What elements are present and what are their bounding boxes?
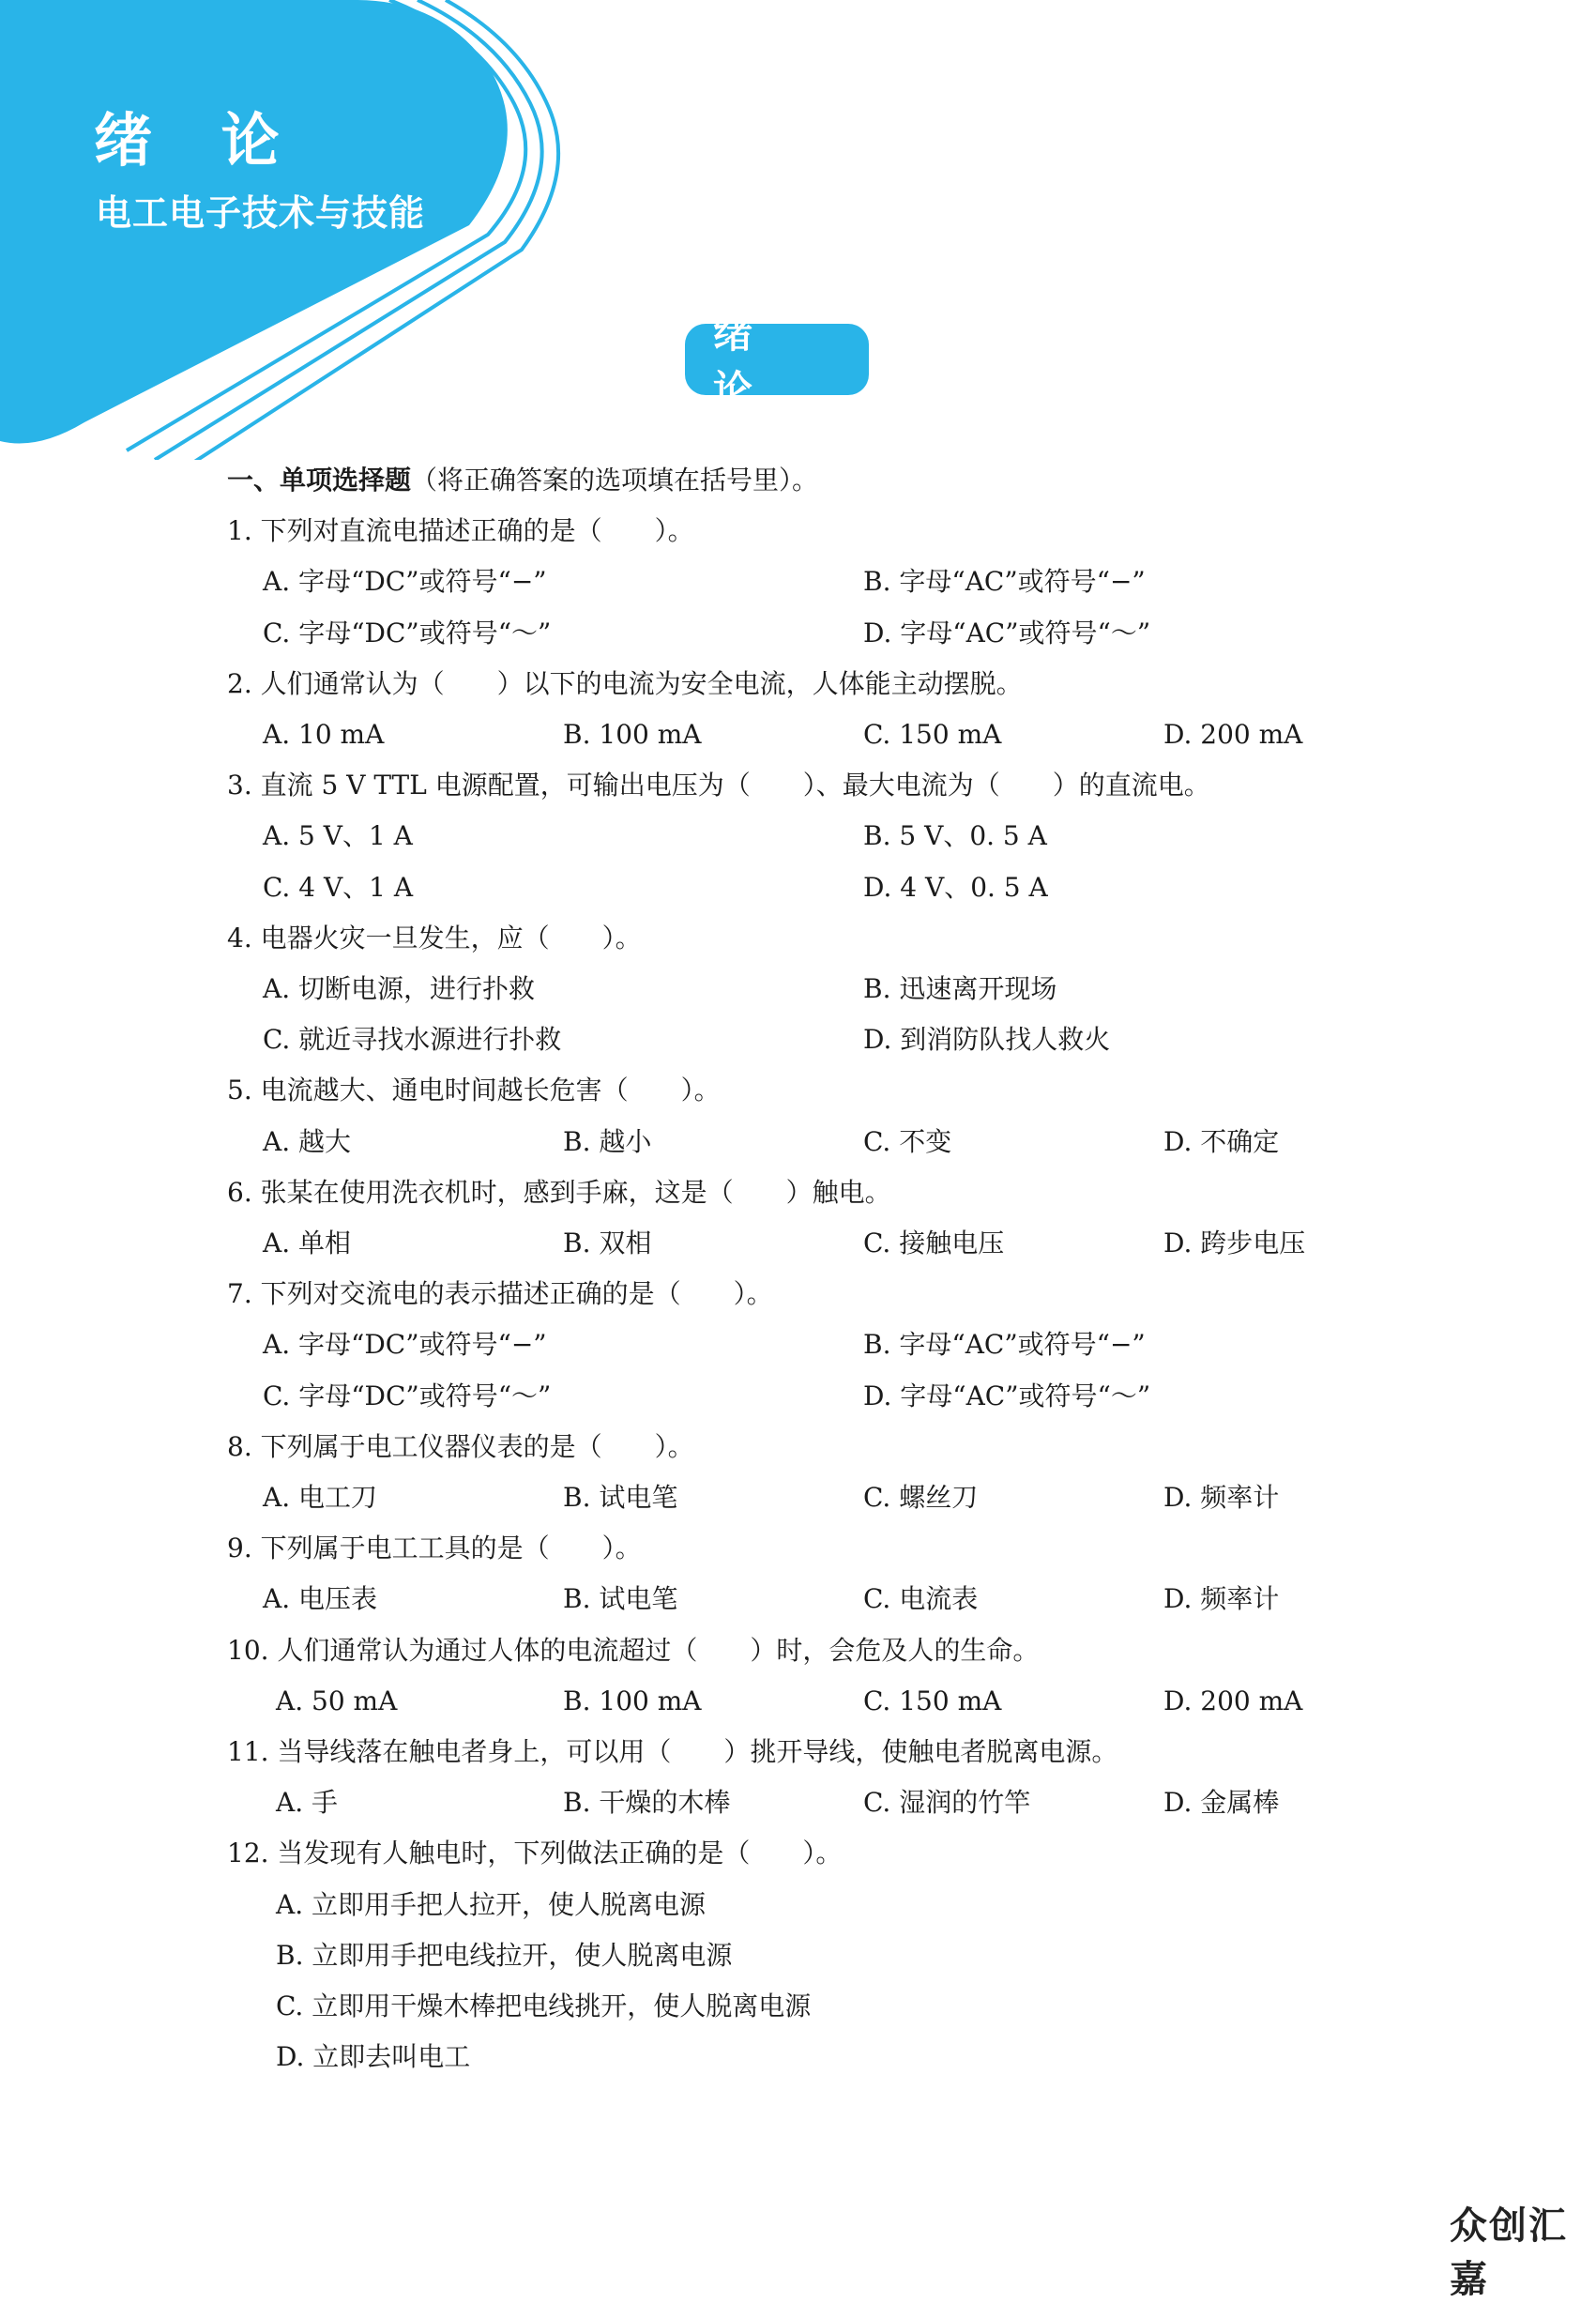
answer-option: B. 字母“AC”或符号“−” — [863, 1329, 1146, 1361]
answer-option: A. 单相 — [263, 1228, 352, 1258]
answer-option: A. 字母“DC”或符号“−” — [263, 1329, 547, 1361]
answer-option: C. 150 mA — [863, 719, 1002, 750]
question-stem: 2. 人们通常认为（ ）以下的电流为安全电流，人体能主动摆脱。 — [227, 667, 1023, 699]
answer-option: B. 100 mA — [563, 1685, 702, 1716]
answer-option: B. 试电笔 — [563, 1482, 678, 1513]
question-stem: 8. 下列属于电工仪器仪表的是（ ）。 — [227, 1430, 694, 1462]
answer-option: B. 立即用手把电线拉开，使人脱离电源 — [276, 1939, 733, 1971]
question-stem: 5. 电流越大、通电时间越长危害（ ）。 — [227, 1075, 721, 1106]
answer-option: A. 5 V、1 A — [263, 820, 413, 852]
answer-option: A. 立即用手把人拉开，使人脱离电源 — [276, 1888, 707, 1920]
section-heading-instruction: （将正确答案的选项填在括号里）。 — [411, 465, 819, 496]
question-stem: 4. 电器火灾一旦发生，应（ ）。 — [227, 922, 642, 953]
watermark: 众创汇嘉 — [1450, 2204, 1568, 2301]
section-title-badge: 绪 论 — [685, 324, 869, 395]
answer-option: C. 150 mA — [863, 1685, 1002, 1716]
answer-option: C. 4 V、1 A — [263, 871, 414, 903]
answer-option: D. 字母“AC”或符号“～” — [863, 617, 1151, 648]
answer-option: A. 越大 — [263, 1125, 352, 1157]
answer-option: B. 字母“AC”或符号“−” — [863, 566, 1146, 598]
answer-option: D. 200 mA — [1163, 1685, 1303, 1716]
answer-option: B. 100 mA — [563, 719, 702, 750]
answer-option: A. 50 mA — [276, 1685, 398, 1716]
answer-option: C. 螺丝刀 — [863, 1482, 979, 1513]
answer-option: C. 字母“DC”或符号“～” — [263, 1380, 552, 1411]
answer-option: C. 就近寻找水源进行扑救 — [263, 1024, 562, 1056]
answer-option: A. 电工刀 — [263, 1482, 378, 1513]
answer-option: D. 4 V、0. 5 A — [863, 871, 1048, 903]
answer-option: D. 不确定 — [1163, 1125, 1280, 1157]
answer-option: C. 电流表 — [863, 1583, 979, 1615]
answer-option: A. 切断电源，进行扑救 — [263, 973, 536, 1004]
question-stem: 12. 当发现有人触电时，下列做法正确的是（ ）。 — [227, 1838, 843, 1869]
answer-option: A. 手 — [276, 1787, 339, 1819]
answer-option: B. 试电笔 — [563, 1583, 678, 1615]
answer-option: C. 字母“DC”或符号“～” — [263, 617, 552, 648]
answer-option: B. 迅速离开现场 — [863, 973, 1057, 1004]
answer-option: D. 到消防队找人救火 — [863, 1024, 1111, 1056]
question-stem: 6. 张某在使用洗衣机时，感到手麻，这是（ ）触电。 — [227, 1176, 891, 1208]
question-stem: 9. 下列属于电工工具的是（ ）。 — [227, 1533, 642, 1564]
question-stem: 7. 下列对交流电的表示描述正确的是（ ）。 — [227, 1278, 773, 1310]
answer-option: D. 字母“AC”或符号“～” — [863, 1380, 1151, 1411]
chapter-title: 绪 论 — [94, 106, 304, 175]
answer-option: B. 越小 — [563, 1125, 652, 1157]
answer-option: B. 5 V、0. 5 A — [863, 820, 1047, 852]
answer-option: D. 跨步电压 — [1163, 1228, 1306, 1258]
answer-option: A. 字母“DC”或符号“−” — [263, 566, 547, 598]
answer-option: D. 频率计 — [1163, 1583, 1280, 1615]
question-stem: 11. 当导线落在触电者身上，可以用（ ）挑开导线，使触电者脱离电源。 — [227, 1736, 1118, 1767]
section-heading-label: 一、单项选择题 — [227, 465, 412, 496]
answer-option: A. 电压表 — [263, 1583, 378, 1615]
answer-option: C. 不变 — [863, 1125, 952, 1157]
answer-option: D. 频率计 — [1163, 1482, 1280, 1513]
section-heading — [227, 457, 818, 504]
answer-option: B. 双相 — [563, 1228, 652, 1258]
answer-option: C. 湿润的竹竿 — [863, 1787, 1031, 1819]
answer-option: C. 接触电压 — [863, 1228, 1005, 1258]
book-subtitle: 电工电子技术与技能 — [96, 192, 426, 234]
question-stem: 1. 下列对直流电描述正确的是（ ）。 — [227, 515, 694, 547]
answer-option: D. 立即去叫电工 — [276, 2041, 471, 2073]
answer-option: B. 干燥的木棒 — [563, 1787, 731, 1819]
question-stem: 3. 直流 5 V TTL 电源配置，可输出电压为（ ）、最大电流为（ ）的直流电。 — [227, 770, 1210, 801]
answer-option: D. 200 mA — [1163, 719, 1303, 750]
answer-option: C. 立即用干燥木棒把电线挑开，使人脱离电源 — [276, 1990, 812, 2021]
question-stem: 10. 人们通常认为通过人体的电流超过（ ）时，会危及人的生命。 — [227, 1634, 1040, 1666]
answer-option: A. 10 mA — [263, 719, 385, 750]
answer-option: D. 金属棒 — [1163, 1787, 1280, 1819]
